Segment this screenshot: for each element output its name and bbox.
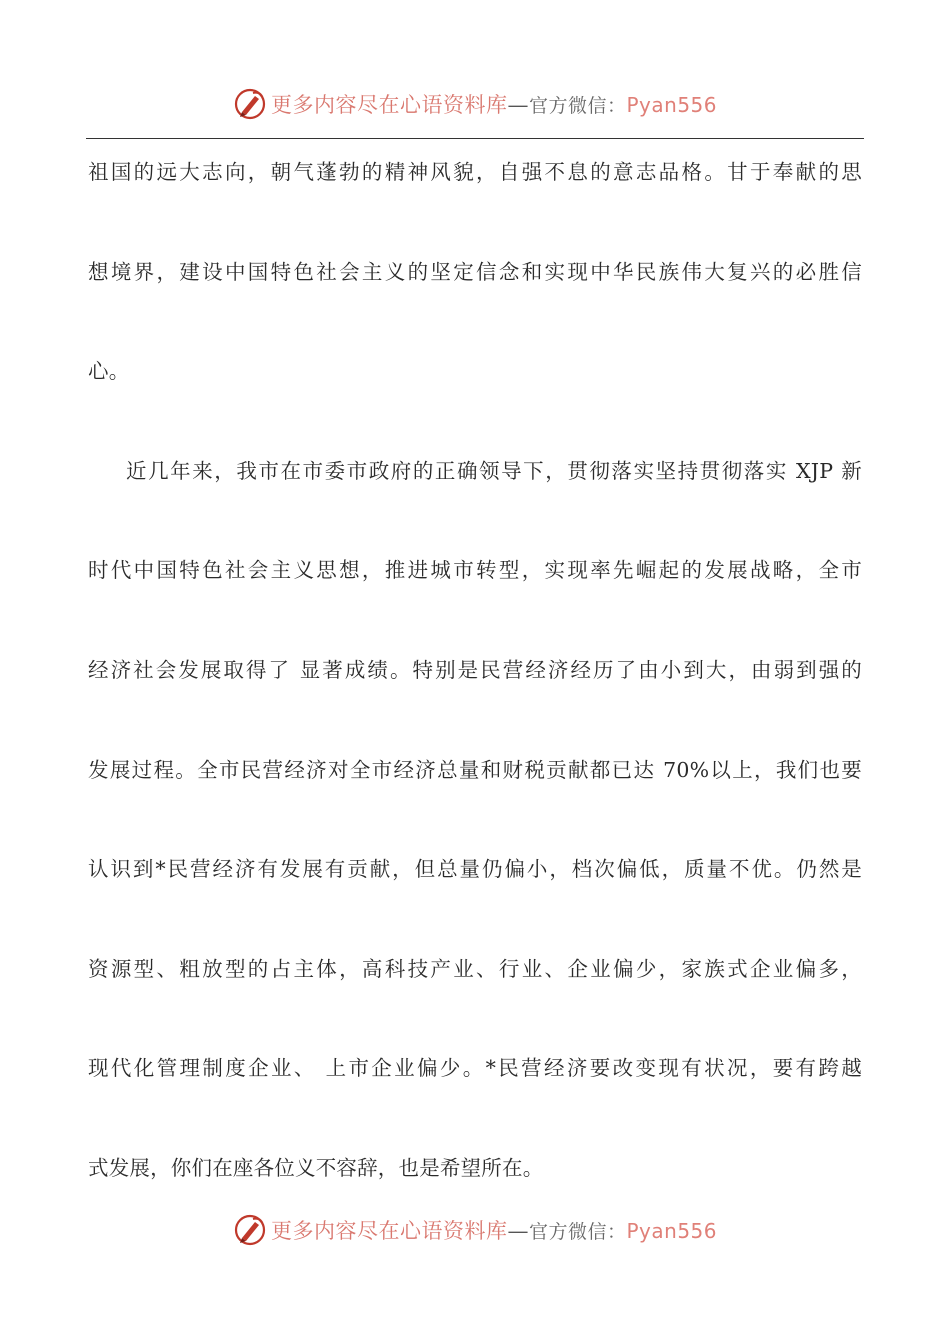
text-line: 心。	[88, 359, 130, 384]
text-line: 资源型、粗放型的占主体，高科技产业、行业、企业偏少，家族式企业偏多，	[88, 956, 862, 981]
footer-wechat-id: Pyan556	[626, 1219, 718, 1243]
pen-logo-icon	[233, 1213, 267, 1247]
footer-dash: —	[507, 1219, 529, 1243]
header-dash: —	[507, 93, 529, 117]
header-banner	[0, 84, 950, 124]
text-line: 认识到*民营经济有发展有贡献，但总量仍偏小，档次偏低，质量不优。仍然是	[88, 857, 862, 882]
pen-logo-icon	[233, 87, 267, 121]
header-brand: 更多内容尽在心语资料库	[270, 93, 508, 117]
footer-banner	[0, 1210, 950, 1250]
text-line: 想境界，建设中国特色社会主义的坚定信念和实现中华民族伟大复兴的必胜信	[88, 259, 862, 284]
header-divider	[86, 138, 864, 139]
text-line: 现代化管理制度企业、 上市企业偏少。*民营经济要改变现有状况，要有跨越	[88, 1056, 862, 1081]
text-line: 经济社会发展取得了 显著成绩。特别是民营经济经历了由小到大，由弱到强的	[88, 657, 862, 682]
text-line: 近几年来，我市在市委市政府的正确领导下，贯彻落实坚持贯彻落实 XJP 新	[126, 458, 862, 483]
footer-wechat-label: 官方微信：	[528, 1221, 627, 1243]
document-body	[88, 150, 862, 1246]
text-line: 时代中国特色社会主义思想，推进城市转型，实现率先崛起的发展战略，全市	[88, 558, 862, 583]
text-line: 发展过程。全市民营经济对全市经济总量和财税贡献都已达 70%以上，我们也要	[88, 757, 862, 782]
text-line: 式发展，你们在座各位义不容辞，也是希望所在。	[88, 1155, 544, 1180]
header-wechat-label: 官方微信：	[528, 95, 627, 117]
header-text	[271, 89, 717, 119]
text-line: 祖国的远大志向，朝气蓬勃的精神风貌，自强不息的意志品格。甘于奉献的思	[88, 160, 862, 184]
footer-brand: 更多内容尽在心语资料库	[270, 1219, 508, 1243]
footer-text	[271, 1215, 717, 1245]
header-wechat-id: Pyan556	[626, 93, 718, 117]
